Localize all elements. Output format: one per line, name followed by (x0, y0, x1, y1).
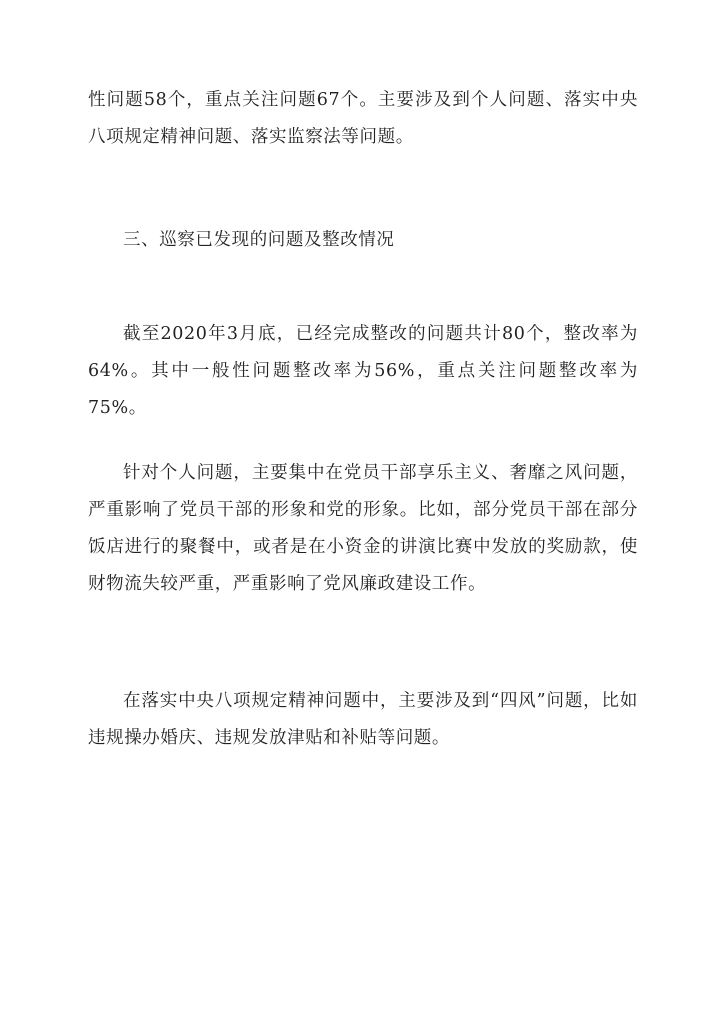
section-heading: 三、巡察已发现的问题及整改情况 (123, 230, 395, 250)
paragraph-personal-issues: 针对个人问题，主要集中在党员干部享乐主义、奢靡之风问题，严重影响了党员干部的形象和党的形象。比如，部分党员干部在部分饭店进行的聚餐中，或者是在小资金的讲演比赛中发放的奖励款，使财物流失较严重，严重影响了党风廉政建设工作。 (88, 463, 638, 594)
paragraph-continuation: 性问题58个，重点关注问题67个。主要涉及到个人问题、落实中央八项规定精神问题、落实监察法等问题。 (88, 90, 638, 147)
paragraph-rectification-rate: 截至2020年3月底，已经完成整改的问题共计80个，整改率为64%。其中一般性问题整改率为56%，重点关注问题整改率为75%。 (88, 324, 638, 418)
paragraph-eight-regulations: 在落实中央八项规定精神问题中，主要涉及到“四风”问题，比如违规操办婚庆、违规发放津贴和补贴等问题。 (88, 691, 638, 748)
